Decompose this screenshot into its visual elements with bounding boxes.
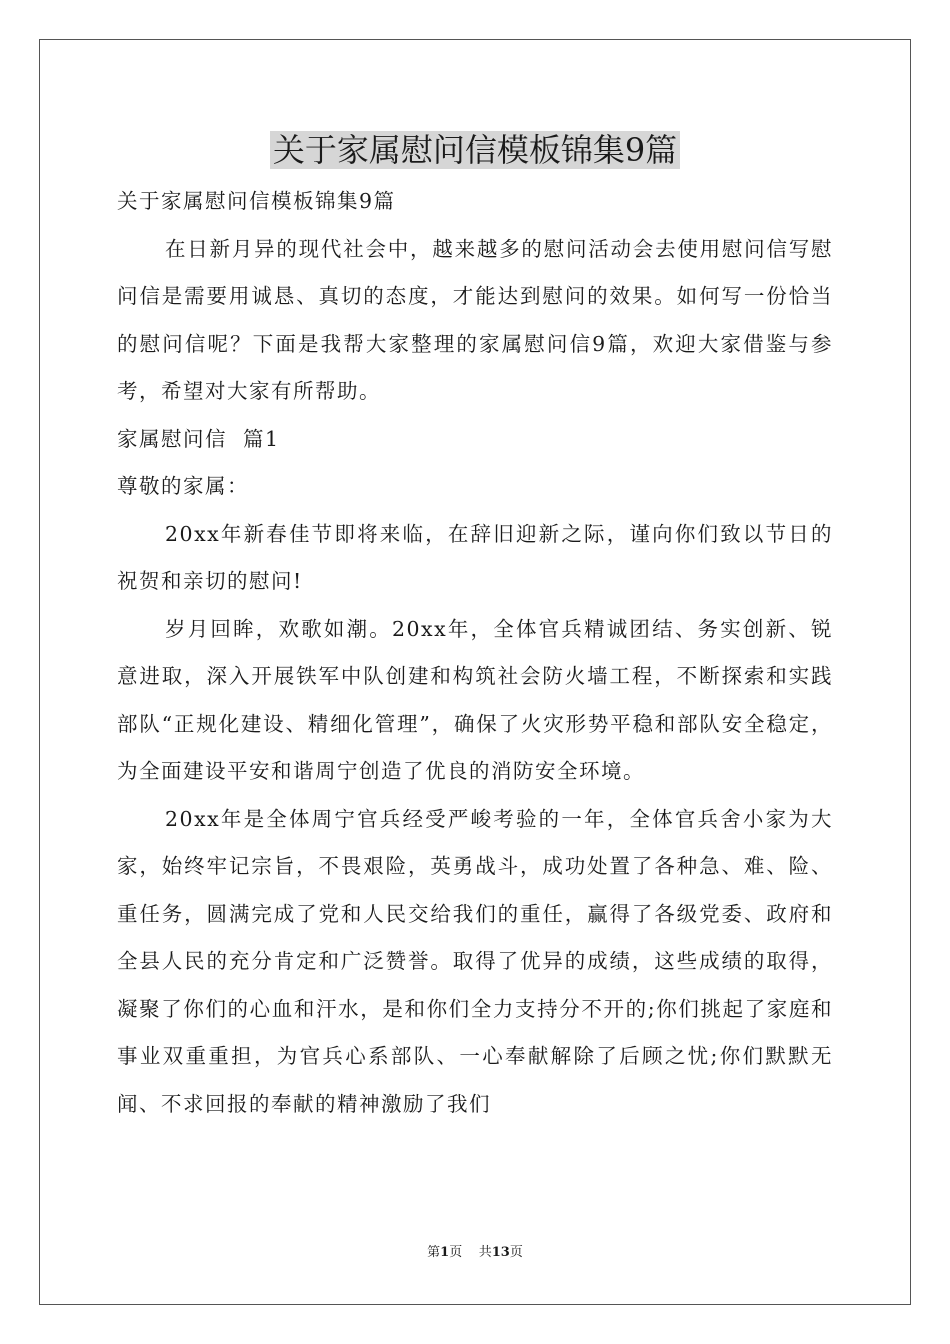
body-paragraph-2: 岁月回眸，欢歌如潮。20xx年，全体官兵精诚团结、务实创新、锐意进取，深入开展铁军中队创建和构筑社会防火墙工程，不断探索和实践部队“正规化建设、精细化管理”，确保了火灾形势平稳和部队安全稳定，为全面建设平安和谐周宁创造了优良的消防安全环境。 xyxy=(117,616,833,783)
document-title-text: 关于家属慰问信模板锦集9篇 xyxy=(270,131,680,169)
salutation: 尊敬的家属： xyxy=(117,474,249,498)
total-prefix: 共 xyxy=(478,1245,492,1260)
total-pages: 13 xyxy=(491,1245,510,1260)
page-footer xyxy=(0,1243,950,1263)
document-subtitle: 关于家属慰问信模板锦集9篇 xyxy=(117,189,396,213)
body-paragraph-1: 20xx年新春佳节即将来临，在辞旧迎新之际，谨向你们致以节日的祝贺和亲切的慰问! xyxy=(117,521,833,593)
document-body xyxy=(117,178,833,1128)
document-title xyxy=(0,128,950,172)
page-prefix: 第 xyxy=(427,1245,441,1260)
body-paragraph-3: 20xx年是全体周宁官兵经受严峻考验的一年，全体官兵舍小家为大家，始终牢记宗旨，不畏艰险，英勇战斗，成功处置了各种急、难、险、重任务，圆满完成了党和人民交给我们的重任，赢得了各级党委、政府和全县人民的充分肯定和广泛赞誉。取得了优异的成绩，这些成绩的取得，凝聚了你们的心血和汗水，是和你们全力支持分不开的;你们挑起了家庭和事业双重重担，为官兵心系部队、一心奉献解除了后顾之忧;你们默默无闻、不求回报的奉献的精神激励了我们 xyxy=(117,806,833,1116)
page-suffix: 页 xyxy=(449,1245,463,1260)
total-suffix: 页 xyxy=(509,1245,523,1260)
intro-paragraph: 在日新月异的现代社会中，越来越多的慰问活动会去使用慰问信写慰问信是需要用诚恳、真切的态度，才能达到慰问的效果。如何写一份恰当的慰问信呢？下面是我帮大家整理的家属慰问信9篇，欢迎大家借鉴与参考，希望对大家有所帮助。 xyxy=(117,236,833,403)
section-heading: 家属慰问信 篇1 xyxy=(117,426,280,451)
page-number: 1 xyxy=(440,1245,450,1260)
